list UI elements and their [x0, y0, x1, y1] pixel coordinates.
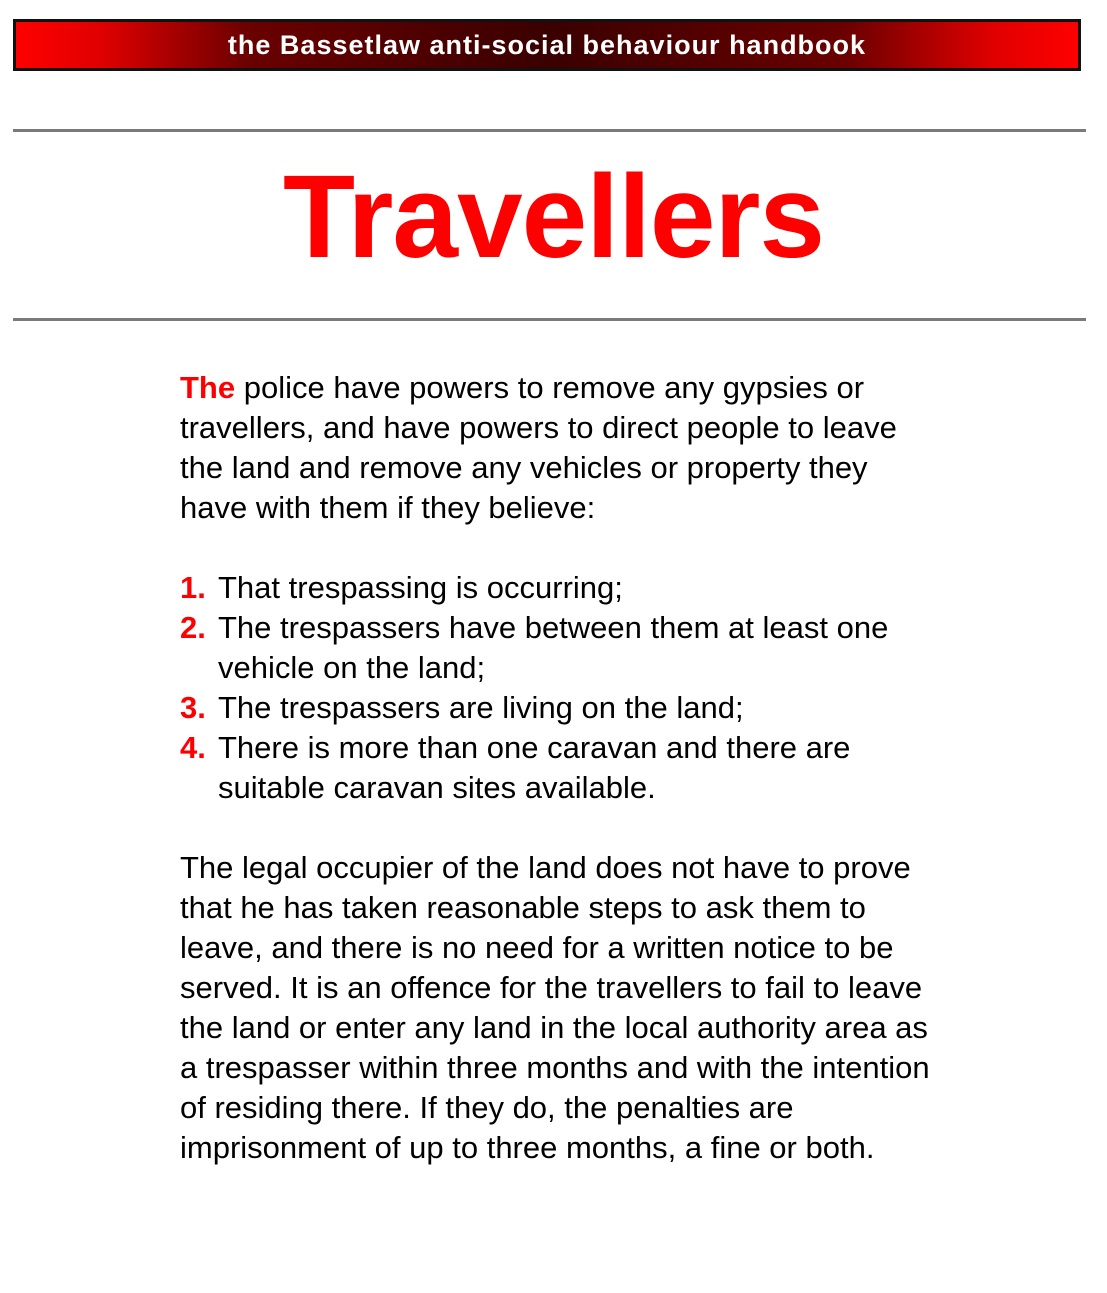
list-item-text: There is more than one caravan and there are suitable caravan sites available.	[218, 730, 851, 805]
intro-lead-word: The	[180, 370, 236, 405]
body-content	[180, 368, 940, 1168]
list-item-text: The trespassers have between them at least one vehicle on the land;	[218, 610, 889, 685]
list-item	[180, 568, 940, 608]
list-item	[180, 688, 940, 728]
intro-text: police have powers to remove any gypsies or travellers, and have powers to direct people to leave the land and remove any vehicles or property they have with them if they believe:	[180, 370, 897, 525]
bottom-divider	[13, 318, 1086, 321]
list-item-text: The trespassers are living on the land;	[218, 690, 744, 725]
list-number: 4.	[180, 730, 206, 765]
list-item	[180, 728, 940, 808]
outro-paragraph: The legal occupier of the land does not have to prove that he has taken reasonable steps to ask them to leave, and there is no need for a written notice to be served. It is an offence for the travellers to fail to leave the land or enter any land in the local authority area as a trespasser within three months and with the intention of residing there. If they do, the penalties are imprisonment of up to three months, a fine or both.	[180, 850, 930, 1165]
list-number: 1.	[180, 570, 206, 605]
list-number: 2.	[180, 610, 206, 645]
intro-paragraph	[180, 368, 940, 528]
page-title: Travellers	[282, 151, 825, 283]
banner-title: the Bassetlaw anti-social behaviour handbook	[227, 29, 867, 60]
list-item	[180, 608, 940, 688]
conditions-list	[180, 568, 940, 808]
top-divider	[13, 129, 1086, 132]
header-banner	[13, 19, 1081, 71]
list-number: 3.	[180, 690, 206, 725]
list-item-text: That trespassing is occurring;	[218, 570, 623, 605]
